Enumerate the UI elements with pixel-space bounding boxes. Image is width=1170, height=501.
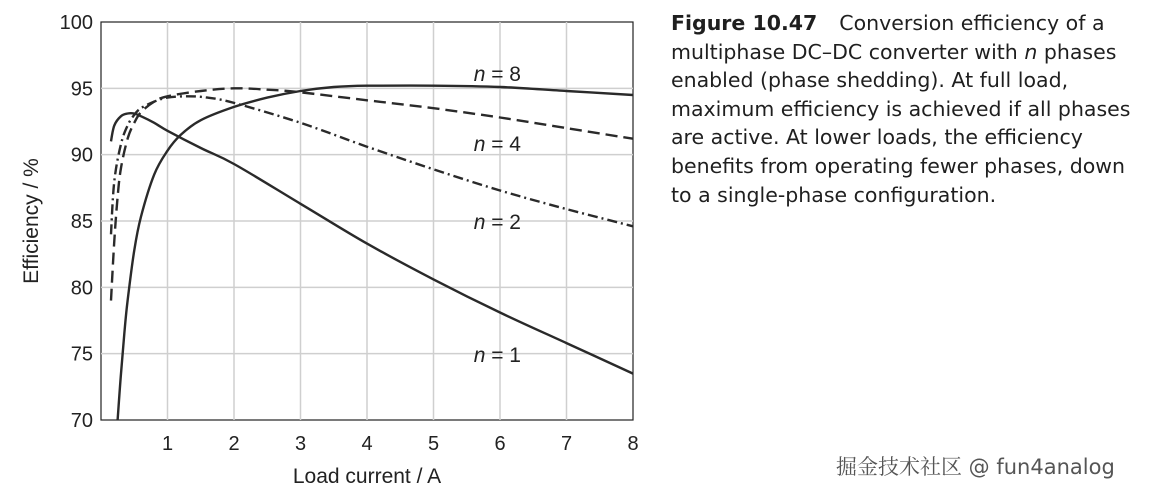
curve-labels (474, 63, 522, 367)
y-tick-label: 70 (70, 410, 93, 432)
curve-label-n-8: n = 8 (473, 63, 521, 86)
curve-label-n-1: n = 1 (473, 344, 521, 367)
y-tick-label: 95 (70, 78, 93, 101)
y-tick-label: 90 (70, 144, 93, 167)
curve-label-n-4: n = 4 (473, 133, 521, 156)
caption-text-end: phases enabled (phase shedding). At full load, maximum efficiency is achieved if all phases are active. At lower loads, the efficiency benefits from operating fewer phases, down to a single-phase configuration. (671, 39, 1131, 207)
x-tick-label: 5 (427, 433, 440, 455)
curves (111, 86, 633, 420)
curve-n-1 (111, 113, 633, 373)
y-tick-label: 85 (70, 211, 93, 233)
figure-caption (671, 9, 1151, 209)
y-tick-label: 100 (59, 12, 93, 34)
watermark: 掘金技术社区 @ fun4analog (836, 455, 1115, 479)
x-tick-label: 4 (361, 433, 373, 455)
curve-n-4 (111, 88, 633, 300)
y-tick-label: 75 (70, 343, 93, 366)
curve-label-n-2: n = 2 (473, 211, 521, 234)
figure-number: Figure 10.47 (671, 11, 818, 35)
x-tick-label: 7 (560, 433, 573, 455)
grid-lines (101, 22, 633, 420)
curve-n-2 (111, 96, 633, 234)
x-tick-label: 8 (627, 433, 639, 455)
x-axis-label: Load current / A (292, 465, 442, 488)
caption-n-symbol: n (1024, 39, 1038, 64)
y-tick-label: 80 (70, 277, 93, 300)
x-tick-label: 6 (494, 433, 506, 455)
x-tick-labels (162, 433, 639, 455)
curve-n-8 (118, 86, 633, 420)
y-tick-labels (60, 12, 93, 432)
caption-text-start: Conversion efficiency of a multiphase DC–DC converter with (671, 11, 1105, 64)
x-tick-label: 2 (228, 433, 240, 455)
x-tick-label: 3 (294, 433, 307, 455)
y-axis-label: Efficiency / % (20, 158, 43, 284)
x-tick-label: 1 (161, 433, 174, 455)
